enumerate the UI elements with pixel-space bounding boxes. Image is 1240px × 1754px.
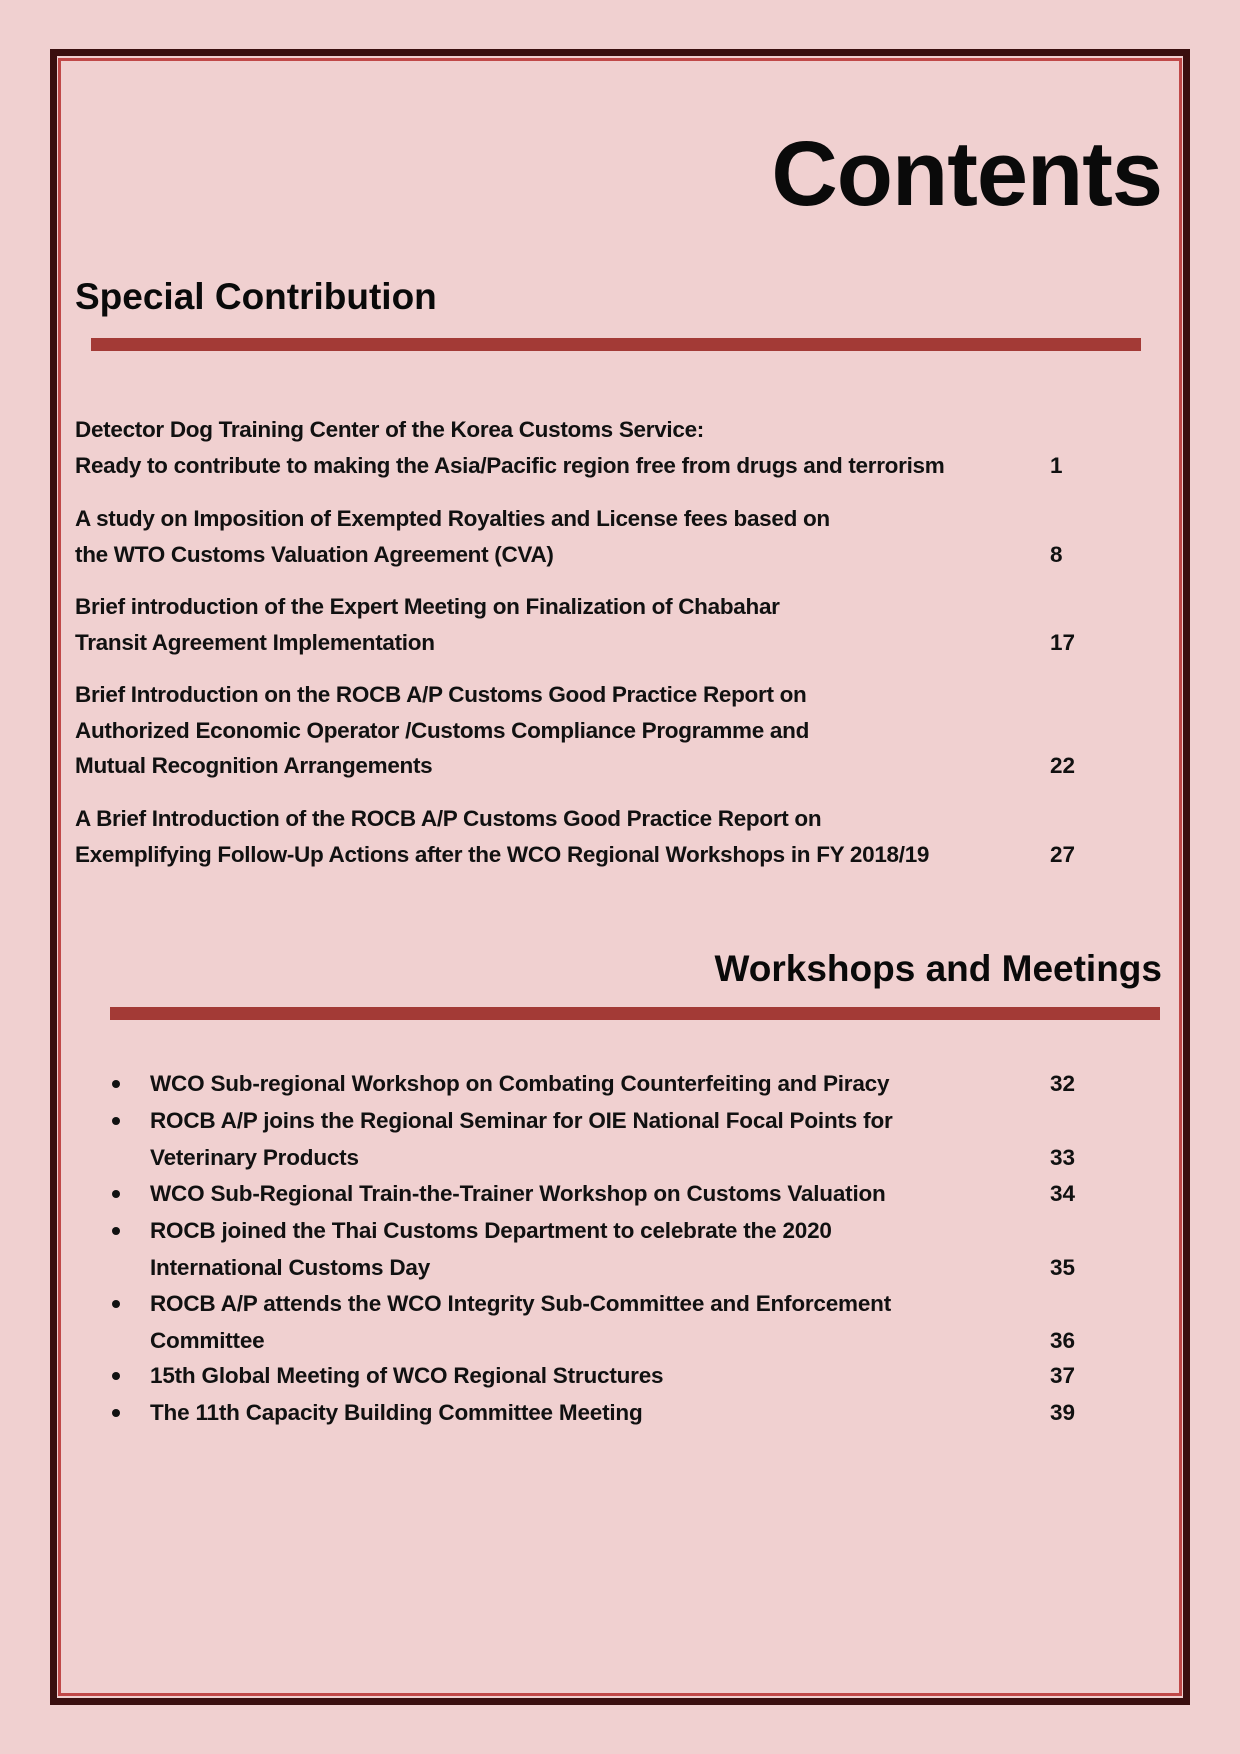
workshop-list-item[interactable] bbox=[112, 1066, 1082, 1103]
workshop-list-item[interactable] bbox=[112, 1176, 1082, 1213]
toc-entry-page-number: 1 bbox=[1050, 452, 1063, 478]
bullet-icon bbox=[112, 1372, 120, 1380]
toc-entry[interactable] bbox=[75, 501, 1075, 572]
toc-entry-title-line: Transit Agreement Implementation bbox=[75, 629, 435, 655]
toc-entry[interactable] bbox=[75, 589, 1075, 660]
toc-entry-title-line: A study on Imposition of Exempted Royalties and License fees based on bbox=[75, 506, 830, 531]
workshop-list-item[interactable] bbox=[112, 1286, 1082, 1359]
bullet-icon bbox=[112, 1409, 120, 1417]
bullet-icon bbox=[112, 1300, 120, 1308]
workshop-item-page-number: 33 bbox=[1050, 1144, 1076, 1170]
toc-entry-title-line: Ready to contribute to making the Asia/Pacific region free from drugs and terrorism bbox=[75, 452, 945, 478]
workshops-meetings-heading: Workshops and Meetings bbox=[714, 948, 1162, 989]
workshop-item-title-line: ROCB A/P attends the WCO Integrity Sub-Committee and Enforcement bbox=[150, 1291, 892, 1316]
workshop-item-page-number: 34 bbox=[1050, 1181, 1076, 1206]
workshop-list-item[interactable] bbox=[112, 1395, 1082, 1432]
workshop-item-title-line: WCO Sub-Regional Train-the-Trainer Workshop on Customs Valuation bbox=[150, 1181, 886, 1206]
workshop-item-title-line: The 11th Capacity Building Committee Meeting bbox=[150, 1400, 643, 1425]
bullet-icon bbox=[112, 1190, 120, 1198]
toc-entry-title-line: Exemplifying Follow-Up Actions after the WCO Regional Workshops in FY 2018/19 bbox=[75, 841, 930, 867]
workshop-item-title-line: ROCB A/P joins the Regional Seminar for OIE National Focal Points for bbox=[150, 1108, 893, 1133]
workshop-item-title-line: WCO Sub-regional Workshop on Combating Counterfeiting and Piracy bbox=[150, 1071, 890, 1096]
workshop-list-item[interactable] bbox=[112, 1103, 1082, 1176]
special-contribution-heading: Special Contribution bbox=[75, 276, 437, 317]
toc-entry[interactable] bbox=[75, 801, 1075, 872]
workshop-item-page-number: 35 bbox=[1050, 1254, 1076, 1280]
toc-entry[interactable] bbox=[75, 412, 1075, 483]
workshop-item-page-number: 37 bbox=[1050, 1363, 1076, 1388]
workshop-item-page-number: 36 bbox=[1050, 1327, 1076, 1353]
toc-entry-title-line: Brief Introduction on the ROCB A/P Customs Good Practice Report on bbox=[75, 682, 807, 707]
special-contribution-divider bbox=[91, 338, 1141, 351]
workshop-list-item[interactable] bbox=[112, 1358, 1082, 1395]
bullet-icon bbox=[112, 1227, 120, 1235]
workshop-item-title-line: 15th Global Meeting of WCO Regional Structures bbox=[150, 1363, 664, 1388]
page-title: Contents bbox=[771, 123, 1162, 225]
workshop-item-page-number: 32 bbox=[1050, 1071, 1076, 1096]
toc-entry[interactable] bbox=[75, 677, 1075, 784]
toc-entry-page-number: 17 bbox=[1050, 629, 1076, 655]
bullet-icon bbox=[112, 1080, 120, 1088]
toc-entry-title-line: Detector Dog Training Center of the Korea Customs Service: bbox=[75, 417, 704, 442]
toc-entry-title-line: Brief introduction of the Expert Meeting on Finalization of Chabahar bbox=[75, 594, 780, 619]
workshop-item-title-line: ROCB joined the Thai Customs Department to celebrate the 2020 bbox=[150, 1218, 832, 1243]
workshop-item-title-line: Veterinary Products bbox=[150, 1144, 359, 1170]
toc-entry-title-line: the WTO Customs Valuation Agreement (CVA) bbox=[75, 541, 554, 567]
workshop-item-title-line: International Customs Day bbox=[150, 1254, 431, 1280]
toc-entry-page-number: 27 bbox=[1050, 841, 1076, 867]
toc-entry-page-number: 22 bbox=[1050, 753, 1076, 778]
toc-entry-title-line: Mutual Recognition Arrangements bbox=[75, 753, 433, 778]
toc-entry-title-line: Authorized Economic Operator /Customs Compliance Programme and bbox=[75, 717, 810, 743]
workshop-item-page-number: 39 bbox=[1050, 1400, 1076, 1425]
bullet-icon bbox=[112, 1117, 120, 1125]
workshop-list-item[interactable] bbox=[112, 1213, 1082, 1286]
workshop-item-title-line: Committee bbox=[150, 1327, 265, 1353]
workshops-meetings-divider bbox=[110, 1007, 1160, 1020]
toc-entry-title-line: A Brief Introduction of the ROCB A/P Customs Good Practice Report on bbox=[75, 806, 822, 831]
toc-entry-page-number: 8 bbox=[1050, 541, 1063, 567]
